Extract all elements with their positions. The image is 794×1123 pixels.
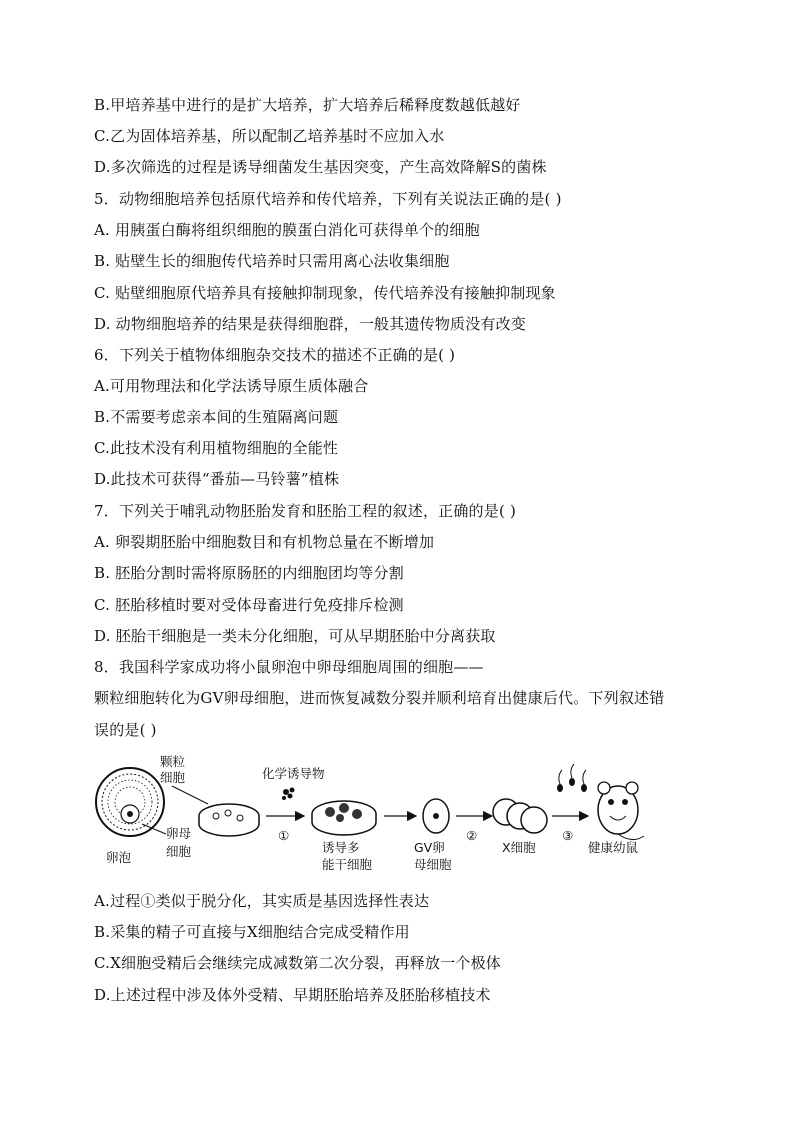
label-xcell: X细胞 [502,840,536,855]
option-8b: B.采集的精子可直接与X细胞结合完成受精作用 [94,923,410,941]
label-granulosa-bottom: 细胞 [160,770,186,785]
label-gv-bottom: 母细胞 [414,857,452,872]
option-4c: C.乙为固体培养基，所以配制乙培养基时不应加入水 [94,127,445,145]
option-8c: C.X细胞受精后会继续完成减数第二次分裂，再释放一个极体 [94,954,501,972]
sperm-icon [557,764,587,792]
option-7b: B. 胚胎分割时需将原肠胚的内细胞团均等分割 [94,564,404,582]
question-7-stem: 7．下列关于哺乳动物胚胎发育和胚胎工程的叙述，正确的是( ) [94,502,517,520]
label-step1: ① [278,828,290,843]
oocyte-induction-diagram [94,752,654,876]
option-8d: D.上述过程中涉及体外受精、早期胚胎培养及胚胎移植技术 [94,986,491,1004]
option-5a: A. 用胰蛋白酶将组织细胞的膜蛋白消化可获得单个的细胞 [94,221,480,239]
option-7c: C. 胚胎移植时要对受体母畜进行免疫排斥检测 [94,596,404,614]
label-granulosa-top: 颗粒 [160,754,186,769]
gv-oocyte-icon [423,799,449,833]
petri-dish-granulosa [199,804,259,836]
option-7a: A. 卵裂期胚胎中细胞数目和有机物总量在不断增加 [94,533,435,551]
option-6b: B.不需要考虑亲本间的生殖隔离问题 [94,408,339,426]
label-inducer: 化学诱导物 [262,766,325,781]
mouse-icon [598,782,644,840]
label-ips-bottom: 能干细胞 [322,857,373,872]
option-4b: B.甲培养基中进行的是扩大培养，扩大培养后稀释度数越低越好 [94,96,521,114]
label-oocyte-bottom: 细胞 [166,844,192,859]
option-5c: C. 贴壁细胞原代培养具有接触抑制现象，传代培养没有接触抑制现象 [94,284,556,302]
option-5d: D. 动物细胞培养的结果是获得细胞群，一般其遗传物质没有改变 [94,315,527,333]
x-cell-icon [493,799,547,833]
option-6d: D.此技术可获得“番茄—马铃薯”植株 [94,470,340,488]
inducer-particles [282,788,295,801]
option-6c: C.此技术没有利用植物细胞的全能性 [94,439,339,457]
question-8-stem-line1: 8．我国科学家成功将小鼠卵泡中卵母细胞周围的细胞—— [94,658,484,676]
label-step2: ② [466,828,478,843]
question-6-stem: 6．下列关于植物体细胞杂交技术的描述不正确的是( ) [94,346,456,364]
follicle-icon [96,768,164,836]
label-ips-top: 诱导多 [322,840,360,855]
label-mouse: 健康幼鼠 [588,840,639,855]
label-oocyte-top: 卵母 [166,826,192,841]
question-8-stem-line2: 颗粒细胞转化为GV卵母细胞，进而恢复减数分裂并顺利培育出健康后代。下列叙述错 [94,689,665,707]
label-follicle: 卵泡 [106,850,132,865]
option-4d: D.多次筛选的过程是诱导细菌发生基因突变，产生高效降解S的菌株 [94,158,547,176]
option-8a: A.过程①类似于脱分化，其实质是基因选择性表达 [94,892,430,910]
question-5-stem: 5．动物细胞培养包括原代培养和传代培养，下列有关说法正确的是( ) [94,190,562,208]
petri-dish-ips [312,801,376,835]
option-5b: B. 贴壁生长的细胞传代培养时只需用离心法收集细胞 [94,252,450,270]
option-6a: A.可用物理法和化学法诱导原生质体融合 [94,377,369,395]
granulosa-pointer [172,786,208,804]
label-step3: ③ [562,828,574,843]
question-8-stem-line3: 误的是( ) [94,721,157,739]
option-7d: D. 胚胎干细胞是一类未分化细胞，可从早期胚胎中分离获取 [94,627,496,645]
label-gv-top: GV卵 [414,840,445,855]
